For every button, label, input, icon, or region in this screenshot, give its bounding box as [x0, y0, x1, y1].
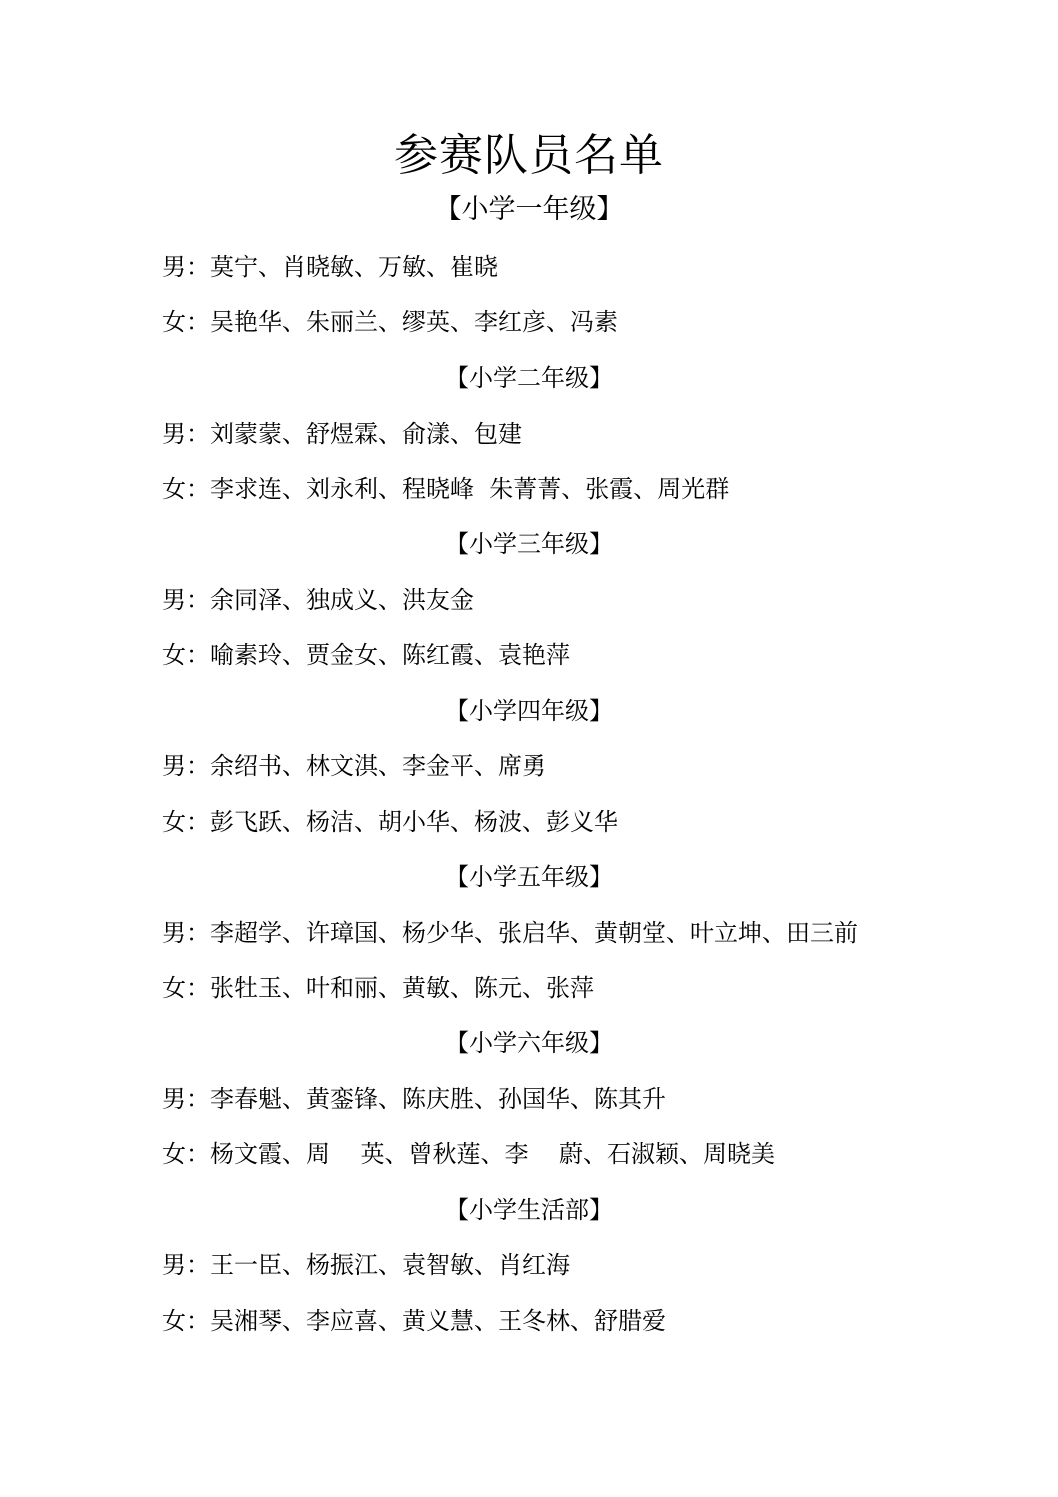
living-dept-female-roster: 女：吴湘琴、李应喜、黄义慧、王冬林、舒腊爱 — [162, 1307, 666, 1335]
grade-1-female-roster: 女：吴艳华、朱丽兰、缪英、李红彦、冯素 — [162, 308, 618, 336]
grade-4-male-roster: 男：余绍书、林文淇、李金平、席勇 — [162, 752, 546, 780]
grade-heading-living-dept: 【小学生活部】 — [445, 1196, 613, 1224]
grade-6-female-roster: 女：杨文霞、周 英、曾秋莲、李 蔚、石淑颖、周晓美 — [162, 1140, 776, 1168]
page-title: 参赛队员名单 — [394, 130, 664, 181]
living-dept-male-roster: 男：王一臣、杨振江、袁智敏、肖红海 — [162, 1251, 570, 1279]
grade-heading-1: 【小学一年级】 — [434, 194, 624, 225]
grade-2-male-roster: 男：刘蒙蒙、舒煜霖、俞漾、包建 — [162, 420, 522, 448]
grade-3-male-roster: 男：余同泽、独成义、洪友金 — [162, 586, 474, 614]
grade-4-female-roster: 女：彭飞跃、杨洁、胡小华、杨波、彭义华 — [162, 808, 618, 836]
grade-heading-4: 【小学四年级】 — [445, 697, 613, 725]
grade-heading-6: 【小学六年级】 — [445, 1029, 613, 1057]
grade-6-male-roster: 男：李春魁、黄銮锋、陈庆胜、孙国华、陈其升 — [162, 1085, 666, 1113]
grade-5-male-roster: 男：李超学、许璋国、杨少华、张启华、黄朝堂、叶立坤、田三前 — [162, 919, 858, 947]
grade-heading-2: 【小学二年级】 — [445, 364, 613, 392]
grade-2-female-roster: 女：李求连、刘永利、程晓峰 朱菁菁、张霞、周光群 — [162, 475, 730, 503]
grade-3-female-roster: 女：喻素玲、贾金女、陈红霞、袁艳萍 — [162, 641, 570, 669]
grade-heading-3: 【小学三年级】 — [445, 530, 613, 558]
grade-5-female-roster: 女：张牡玉、叶和丽、黄敏、陈元、张萍 — [162, 974, 594, 1002]
grade-heading-5: 【小学五年级】 — [445, 863, 613, 891]
grade-1-male-roster: 男：莫宁、肖晓敏、万敏、崔晓 — [162, 253, 498, 281]
